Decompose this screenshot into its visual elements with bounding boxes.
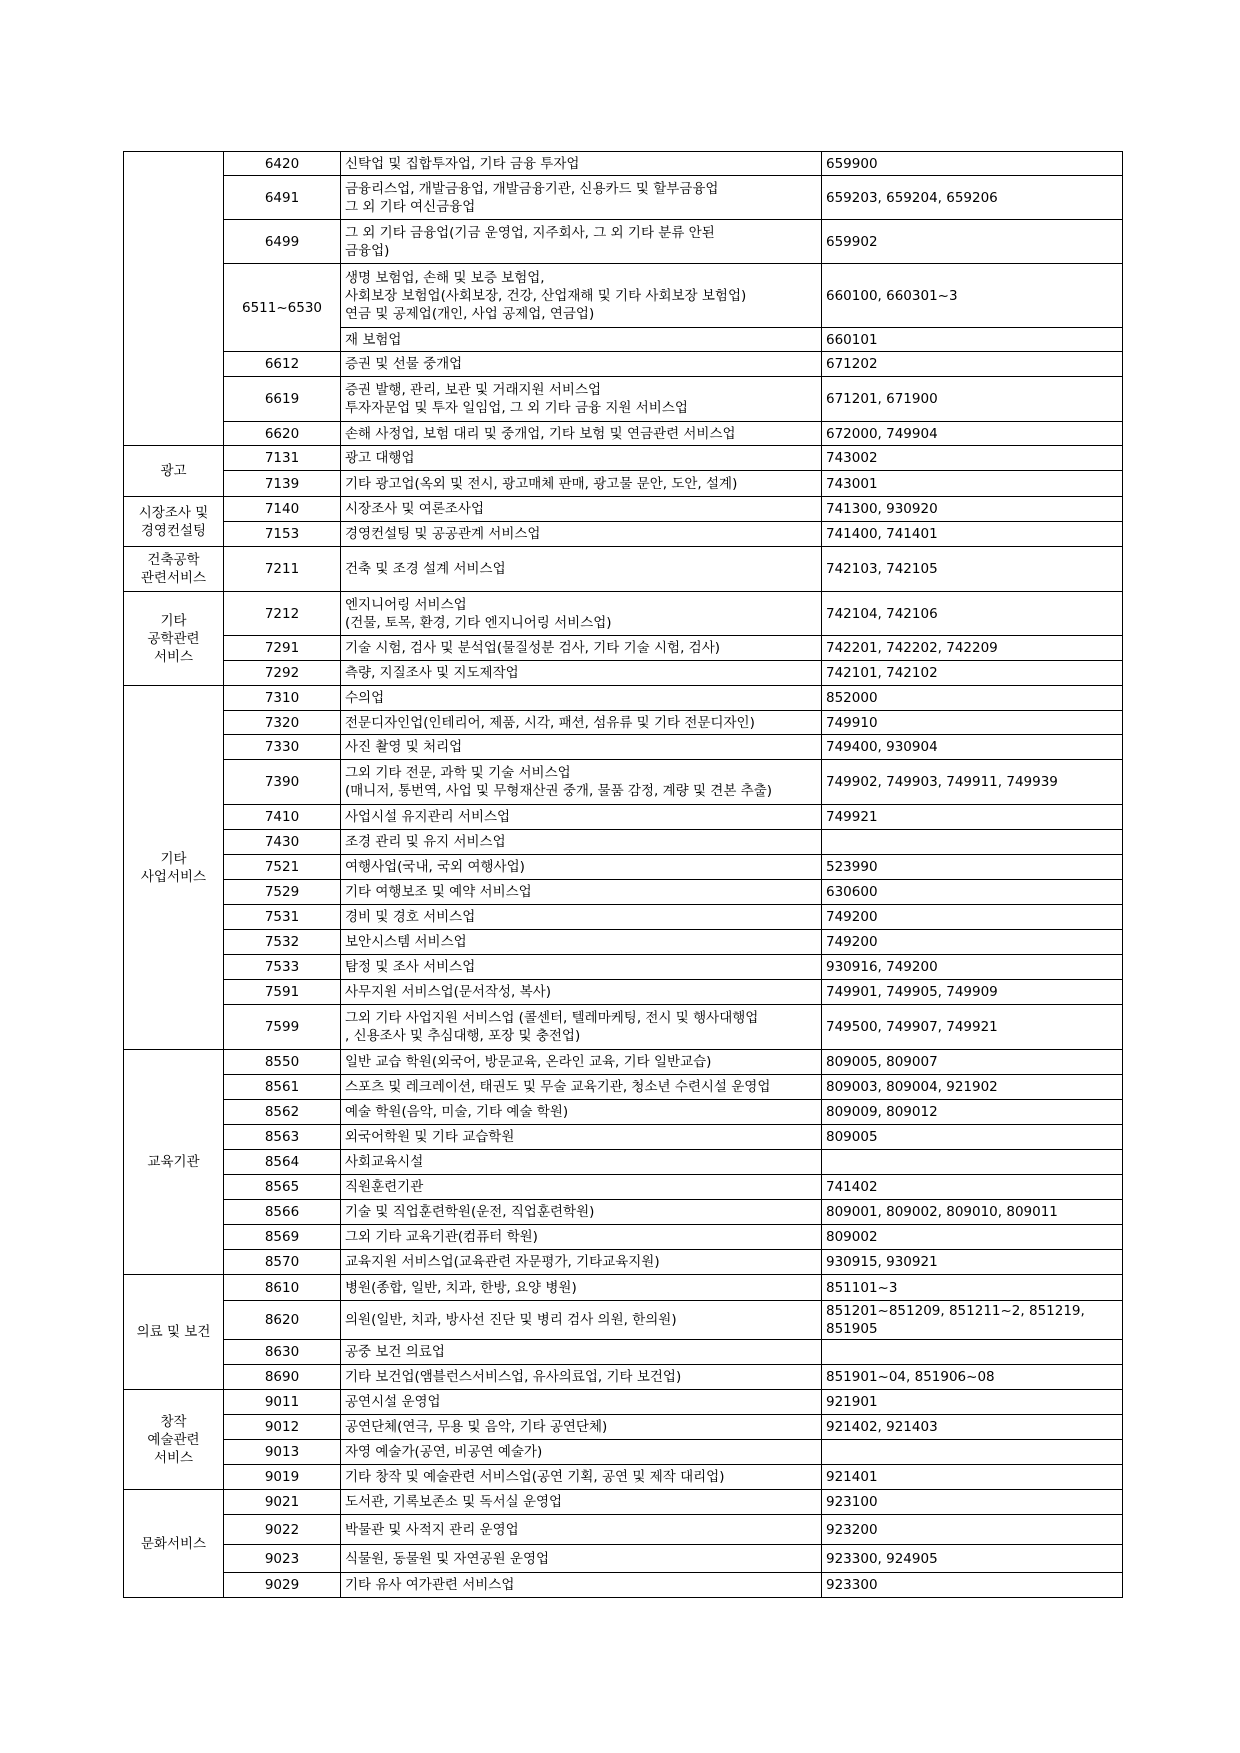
description-cell: 엔지니어링 서비스업 (건물, 토목, 환경, 기타 엔지니어링 서비스업) — [341, 592, 822, 636]
table-row — [124, 1175, 1123, 1200]
table-row — [124, 1390, 1123, 1415]
description-cell: 스포츠 및 레크레이션, 태권도 및 무술 교육기관, 청소년 수련시설 운영업 — [341, 1075, 822, 1100]
description-cell: 기타 보건업(앰블런스서비스업, 유사의료업, 기타 보건업) — [341, 1365, 822, 1390]
description-cell: 그외 기타 전문, 과학 및 기술 서비스업 (매니저, 통번역, 사업 및 무형재산권 중개, 물품 감정, 계량 및 견본 추출) — [341, 760, 822, 805]
code-cell: 6620 — [224, 422, 341, 446]
description-cell: 수의업 — [341, 686, 822, 711]
table-row — [124, 497, 1123, 522]
ksic-code-cell: 930916, 749200 — [822, 955, 1123, 980]
description-cell: 시장조사 및 여론조사업 — [341, 497, 822, 522]
description-cell: 식물원, 동물원 및 자연공원 운영업 — [341, 1545, 822, 1573]
description-cell: 기타 유사 여가관련 서비스업 — [341, 1573, 822, 1598]
table-row — [124, 711, 1123, 735]
ksic-code-cell: 809001, 809002, 809010, 809011 — [822, 1200, 1123, 1225]
category-cell: 기타 사업서비스 — [124, 686, 224, 1050]
table-row — [124, 1100, 1123, 1125]
table-row — [124, 855, 1123, 880]
ksic-code-cell — [822, 1440, 1123, 1465]
table-row — [124, 1515, 1123, 1545]
code-cell: 6511~6530 — [224, 264, 341, 352]
table-row — [124, 152, 1123, 176]
code-cell: 7599 — [224, 1005, 341, 1050]
ksic-code-cell: 809003, 809004, 921902 — [822, 1075, 1123, 1100]
code-cell: 7529 — [224, 880, 341, 905]
table-row — [124, 1465, 1123, 1490]
table-row — [124, 880, 1123, 905]
table-row — [124, 1225, 1123, 1250]
ksic-code-cell: 851101~3 — [822, 1275, 1123, 1301]
description-cell: 일반 교습 학원(외국어, 방문교육, 온라인 교육, 기타 일반교습) — [341, 1050, 822, 1075]
table-body — [124, 152, 1123, 1598]
description-cell: 그외 기타 교육기관(컴퓨터 학원) — [341, 1225, 822, 1250]
table-row — [124, 1200, 1123, 1225]
category-cell: 기타 공학관련 서비스 — [124, 592, 224, 686]
table-row — [124, 1005, 1123, 1050]
description-cell: 측량, 지질조사 및 지도제작업 — [341, 661, 822, 686]
ksic-code-cell: 630600 — [822, 880, 1123, 905]
table-row — [124, 930, 1123, 955]
code-cell: 8570 — [224, 1250, 341, 1275]
ksic-code-cell: 809005, 809007 — [822, 1050, 1123, 1075]
ksic-code-cell: 749901, 749905, 749909 — [822, 980, 1123, 1005]
code-cell: 8565 — [224, 1175, 341, 1200]
table-row — [124, 1573, 1123, 1598]
description-cell: 사업시설 유지관리 서비스업 — [341, 805, 822, 830]
table-row — [124, 1075, 1123, 1100]
category-cell: 문화서비스 — [124, 1490, 224, 1598]
description-cell: 신탁업 및 집합투자업, 기타 금융 투자업 — [341, 152, 822, 176]
code-cell: 7310 — [224, 686, 341, 711]
description-cell: 기술 시험, 검사 및 분석업(물질성분 검사, 기타 기술 시험, 검사) — [341, 636, 822, 661]
category-cell: 교육기관 — [124, 1050, 224, 1275]
ksic-code-cell: 671201, 671900 — [822, 377, 1123, 422]
description-cell: 기타 광고업(옥외 및 전시, 광고매체 판매, 광고물 문안, 도안, 설계) — [341, 471, 822, 497]
description-cell: 여행사업(국내, 국외 여행사업) — [341, 855, 822, 880]
ksic-code-cell: 741402 — [822, 1175, 1123, 1200]
industry-code-table — [123, 151, 1123, 1598]
description-cell: 의원(일반, 치과, 방사선 진단 및 병리 검사 의원, 한의원) — [341, 1301, 822, 1340]
description-cell: 손해 사정업, 보험 대리 및 중개업, 기타 보험 및 연금관련 서비스업 — [341, 422, 822, 446]
description-cell: 직원훈련기관 — [341, 1175, 822, 1200]
ksic-code-cell: 742103, 742105 — [822, 547, 1123, 592]
category-cell: 건축공학 관련서비스 — [124, 547, 224, 592]
ksic-code-cell — [822, 830, 1123, 855]
code-cell: 7430 — [224, 830, 341, 855]
ksic-code-cell: 921401 — [822, 1465, 1123, 1490]
table-row — [124, 1275, 1123, 1301]
code-cell: 7410 — [224, 805, 341, 830]
table-row — [124, 1365, 1123, 1390]
code-cell: 9019 — [224, 1465, 341, 1490]
table-row — [124, 352, 1123, 377]
ksic-code-cell: 809009, 809012 — [822, 1100, 1123, 1125]
ksic-code-cell: 749200 — [822, 905, 1123, 930]
ksic-code-cell: 749200 — [822, 930, 1123, 955]
ksic-code-cell: 523990 — [822, 855, 1123, 880]
category-cell: 창작 예술관련 서비스 — [124, 1390, 224, 1490]
table-row — [124, 1415, 1123, 1440]
category-cell — [124, 152, 224, 446]
table-row — [124, 1250, 1123, 1275]
description-cell: 사진 촬영 및 처리업 — [341, 735, 822, 760]
description-cell: 공연시설 운영업 — [341, 1390, 822, 1415]
ksic-code-cell: 672000, 749904 — [822, 422, 1123, 446]
ksic-code-cell: 749400, 930904 — [822, 735, 1123, 760]
description-cell: 조경 관리 및 유지 서비스업 — [341, 830, 822, 855]
table-row — [124, 980, 1123, 1005]
description-cell: 박물관 및 사적지 관리 운영업 — [341, 1515, 822, 1545]
code-cell: 7390 — [224, 760, 341, 805]
description-cell: 보안시스템 서비스업 — [341, 930, 822, 955]
code-cell: 8620 — [224, 1301, 341, 1340]
code-cell: 9012 — [224, 1415, 341, 1440]
table-row — [124, 1125, 1123, 1150]
ksic-code-cell: 660100, 660301~3 — [822, 264, 1123, 328]
description-cell: 전문디자인업(인테리어, 제품, 시각, 패션, 섬유류 및 기타 전문디자인) — [341, 711, 822, 735]
code-cell: 8563 — [224, 1125, 341, 1150]
code-cell: 8561 — [224, 1075, 341, 1100]
table-row — [124, 735, 1123, 760]
code-cell: 8566 — [224, 1200, 341, 1225]
description-cell: 공중 보건 의료업 — [341, 1340, 822, 1365]
table-row — [124, 661, 1123, 686]
ksic-code-cell: 660101 — [822, 328, 1123, 352]
category-cell: 시장조사 및 경영컨설팅 — [124, 497, 224, 547]
table-row — [124, 176, 1123, 220]
description-cell: 경영컨설팅 및 공공관계 서비스업 — [341, 522, 822, 547]
description-cell: 금융리스업, 개발금융업, 개발금융기관, 신용카드 및 할부금융업 그 외 기타 여신금융업 — [341, 176, 822, 220]
ksic-code-cell: 809005 — [822, 1125, 1123, 1150]
code-cell: 8562 — [224, 1100, 341, 1125]
code-cell: 8550 — [224, 1050, 341, 1075]
code-cell: 7131 — [224, 446, 341, 471]
table-row — [124, 1440, 1123, 1465]
table-row — [124, 1340, 1123, 1365]
code-cell: 7532 — [224, 930, 341, 955]
description-cell: 자영 예술가(공연, 비공연 예술가) — [341, 1440, 822, 1465]
description-cell: 기타 여행보조 및 예약 서비스업 — [341, 880, 822, 905]
code-cell: 6420 — [224, 152, 341, 176]
code-cell: 8630 — [224, 1340, 341, 1365]
description-cell: 사무지원 서비스업(문서작성, 복사) — [341, 980, 822, 1005]
description-cell: 예술 학원(음악, 미술, 기타 예술 학원) — [341, 1100, 822, 1125]
ksic-code-cell: 921402, 921403 — [822, 1415, 1123, 1440]
ksic-code-cell: 742101, 742102 — [822, 661, 1123, 686]
code-cell: 6612 — [224, 352, 341, 377]
ksic-code-cell: 923300 — [822, 1573, 1123, 1598]
description-cell: 기술 및 직업훈련학원(운전, 직업훈련학원) — [341, 1200, 822, 1225]
code-cell: 9013 — [224, 1440, 341, 1465]
code-cell: 7292 — [224, 661, 341, 686]
code-cell: 7211 — [224, 547, 341, 592]
description-cell: 생명 보험업, 손해 및 보증 보험업, 사회보장 보험업(사회보장, 건강, 산업재해 및 기타 사회보장 보험업) 연금 및 공제업(개인, 사업 공제업, 연금업) — [341, 264, 822, 328]
table-row — [124, 1150, 1123, 1175]
ksic-code-cell: 851201~851209, 851211~2, 851219, 851905 — [822, 1301, 1123, 1340]
table-row — [124, 422, 1123, 446]
description-cell: 그외 기타 사업지원 서비스업 (콜센터, 텔레마케팅, 전시 및 행사대행업 , 신용조사 및 추심대행, 포장 및 충전업) — [341, 1005, 822, 1050]
description-cell: 병원(종합, 일반, 치과, 한방, 요양 병원) — [341, 1275, 822, 1301]
ksic-code-cell: 659902 — [822, 220, 1123, 264]
table-row — [124, 220, 1123, 264]
code-cell: 8610 — [224, 1275, 341, 1301]
code-cell: 8569 — [224, 1225, 341, 1250]
table-row — [124, 1545, 1123, 1573]
description-cell: 증권 및 선물 중개업 — [341, 352, 822, 377]
code-cell: 7521 — [224, 855, 341, 880]
code-cell: 7330 — [224, 735, 341, 760]
ksic-code-cell: 741300, 930920 — [822, 497, 1123, 522]
code-cell: 7591 — [224, 980, 341, 1005]
category-cell: 의료 및 보건 — [124, 1275, 224, 1390]
table-row — [124, 1490, 1123, 1515]
code-cell: 9011 — [224, 1390, 341, 1415]
ksic-code-cell: 749902, 749903, 749911, 749939 — [822, 760, 1123, 805]
code-cell: 7140 — [224, 497, 341, 522]
table-row — [124, 686, 1123, 711]
description-cell: 건축 및 조경 설계 서비스업 — [341, 547, 822, 592]
description-cell: 그 외 기타 금융업(기금 운영업, 지주회사, 그 외 기타 분류 안된 금융업) — [341, 220, 822, 264]
code-cell: 7291 — [224, 636, 341, 661]
code-cell: 6491 — [224, 176, 341, 220]
description-cell: 증권 발행, 관리, 보관 및 거래지원 서비스업 투자자문업 및 투자 일임업, 그 외 기타 금융 지원 서비스업 — [341, 377, 822, 422]
description-cell: 경비 및 경호 서비스업 — [341, 905, 822, 930]
ksic-code-cell: 749500, 749907, 749921 — [822, 1005, 1123, 1050]
ksic-code-cell: 923100 — [822, 1490, 1123, 1515]
code-cell: 7320 — [224, 711, 341, 735]
code-cell: 6499 — [224, 220, 341, 264]
ksic-code-cell: 743002 — [822, 446, 1123, 471]
code-cell: 7212 — [224, 592, 341, 636]
description-cell: 도서관, 기록보존소 및 독서실 운영업 — [341, 1490, 822, 1515]
code-cell: 7533 — [224, 955, 341, 980]
table-row — [124, 905, 1123, 930]
ksic-code-cell — [822, 1340, 1123, 1365]
ksic-code-cell: 851901~04, 851906~08 — [822, 1365, 1123, 1390]
table-row — [124, 830, 1123, 855]
ksic-code-cell: 923300, 924905 — [822, 1545, 1123, 1573]
code-cell: 9029 — [224, 1573, 341, 1598]
table-row — [124, 264, 1123, 328]
description-cell: 탐정 및 조사 서비스업 — [341, 955, 822, 980]
ksic-code-cell: 659203, 659204, 659206 — [822, 176, 1123, 220]
code-cell: 6619 — [224, 377, 341, 422]
description-cell: 기타 창작 및 예술관련 서비스업(공연 기획, 공연 및 제작 대리업) — [341, 1465, 822, 1490]
ksic-code-cell: 923200 — [822, 1515, 1123, 1545]
code-cell: 9023 — [224, 1545, 341, 1573]
code-cell: 7139 — [224, 471, 341, 497]
description-cell: 외국어학원 및 기타 교습학원 — [341, 1125, 822, 1150]
ksic-code-cell: 742201, 742202, 742209 — [822, 636, 1123, 661]
ksic-code-cell: 921901 — [822, 1390, 1123, 1415]
description-cell: 재 보험업 — [341, 328, 822, 352]
description-cell: 교육지원 서비스업(교육관련 자문평가, 기타교육지원) — [341, 1250, 822, 1275]
table-row — [124, 1301, 1123, 1340]
table-row — [124, 377, 1123, 422]
ksic-code-cell: 749921 — [822, 805, 1123, 830]
ksic-code-cell: 742104, 742106 — [822, 592, 1123, 636]
table-row — [124, 522, 1123, 547]
table-row — [124, 805, 1123, 830]
code-cell: 7153 — [224, 522, 341, 547]
description-cell: 사회교육시설 — [341, 1150, 822, 1175]
code-cell: 8564 — [224, 1150, 341, 1175]
code-cell: 9021 — [224, 1490, 341, 1515]
table-row — [124, 955, 1123, 980]
code-cell: 7531 — [224, 905, 341, 930]
table-row — [124, 592, 1123, 636]
code-cell: 9022 — [224, 1515, 341, 1545]
code-cell: 8690 — [224, 1365, 341, 1390]
ksic-code-cell: 930915, 930921 — [822, 1250, 1123, 1275]
ksic-code-cell: 809002 — [822, 1225, 1123, 1250]
table-row — [124, 1050, 1123, 1075]
category-cell: 광고 — [124, 446, 224, 497]
ksic-code-cell: 852000 — [822, 686, 1123, 711]
table-row — [124, 760, 1123, 805]
ksic-code-cell: 749910 — [822, 711, 1123, 735]
ksic-code-cell — [822, 1150, 1123, 1175]
table-row — [124, 547, 1123, 592]
ksic-code-cell: 741400, 741401 — [822, 522, 1123, 547]
description-cell: 공연단체(연극, 무용 및 음악, 기타 공연단체) — [341, 1415, 822, 1440]
description-cell: 광고 대행업 — [341, 446, 822, 471]
table-row — [124, 471, 1123, 497]
ksic-code-cell: 671202 — [822, 352, 1123, 377]
table-row — [124, 446, 1123, 471]
table-row — [124, 636, 1123, 661]
ksic-code-cell: 659900 — [822, 152, 1123, 176]
ksic-code-cell: 743001 — [822, 471, 1123, 497]
